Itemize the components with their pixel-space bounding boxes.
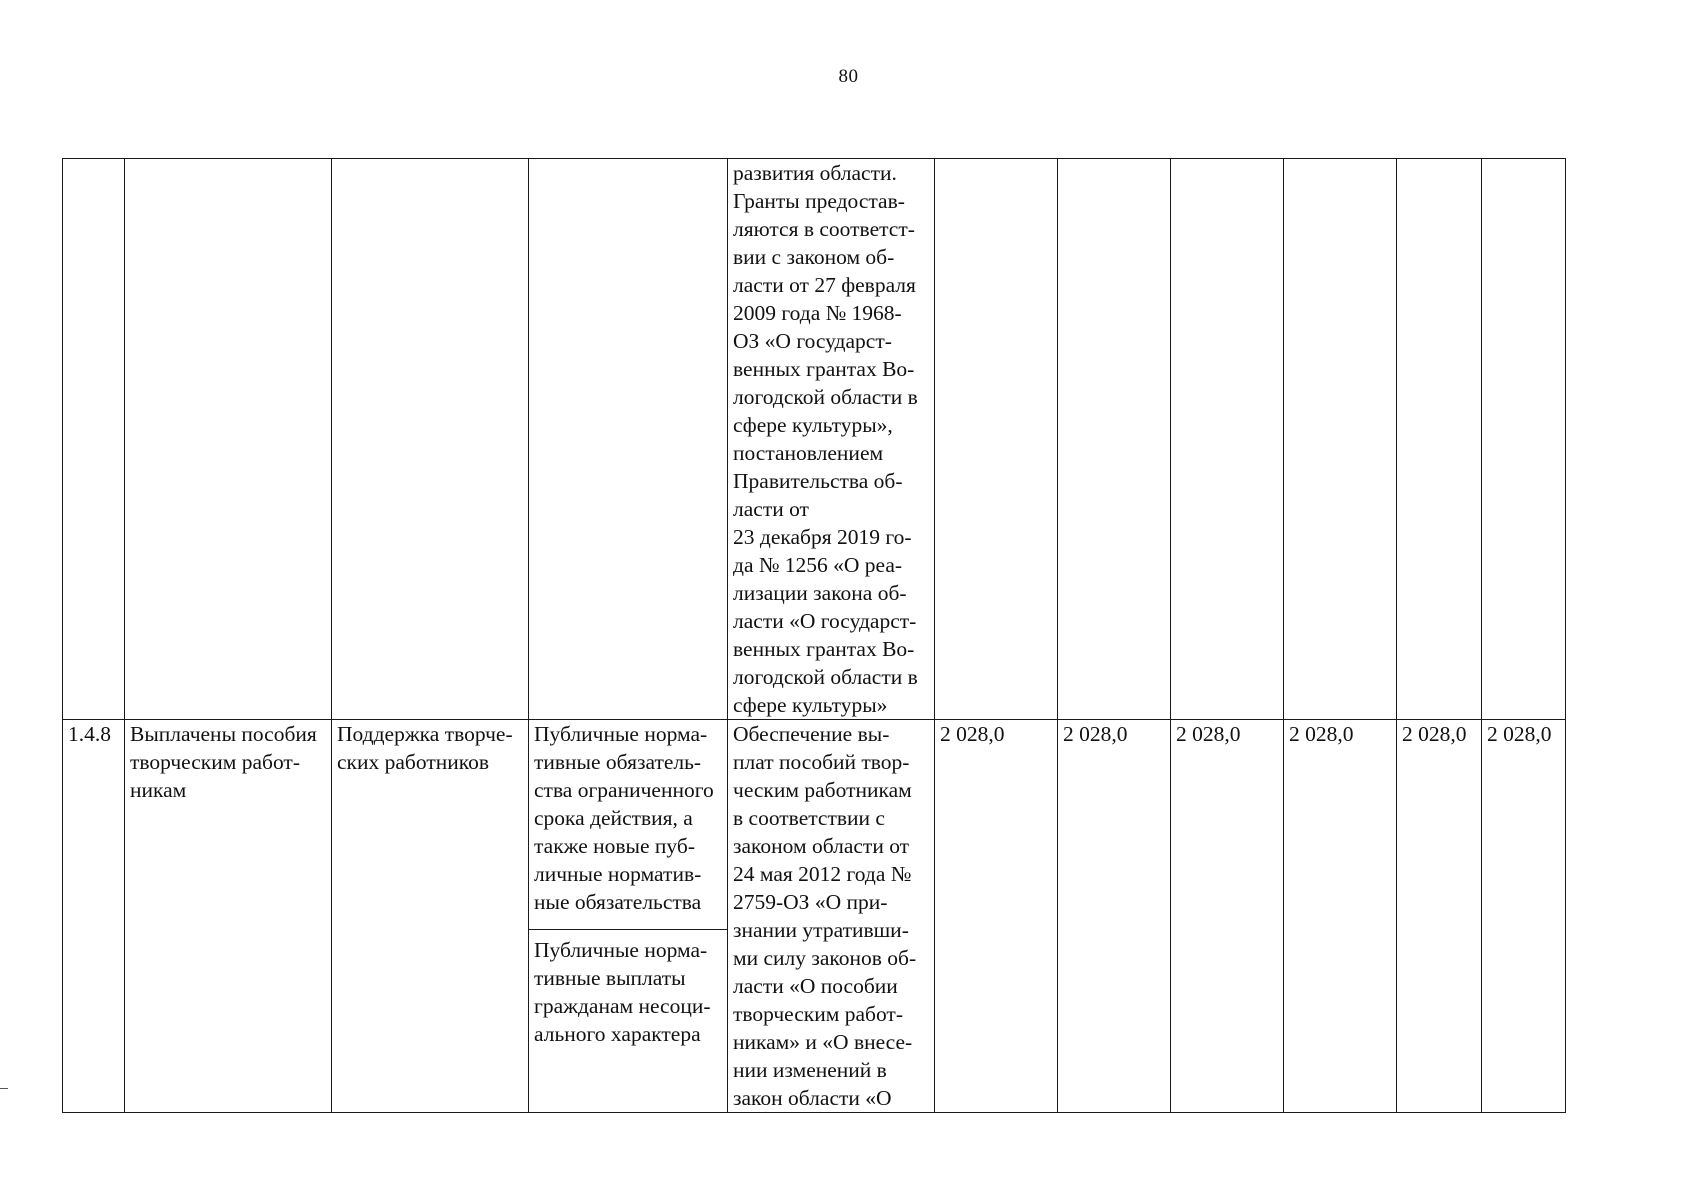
cell-value-5: 2 028,0 — [1397, 720, 1482, 1113]
table-row-continuation — [63, 159, 1566, 720]
cell-value-3: 2 028,0 — [1171, 720, 1284, 1113]
cell-value-6: 2 028,0 — [1482, 720, 1566, 1113]
cell-value-5 — [1397, 159, 1482, 720]
cell-value-3 — [1171, 159, 1284, 720]
cell-value-2 — [1058, 159, 1171, 720]
cell-value-4: 2 028,0 — [1284, 720, 1397, 1113]
obligation-type-1: Публичные норма-тивные обязатель-ства ограниченного срока действия, а также новые пуб-личные норматив-ные обязательства — [529, 720, 727, 930]
document-table — [62, 158, 1566, 1113]
cell-activity — [332, 159, 529, 720]
cell-num: 1.4.8 — [63, 720, 125, 1113]
cell-obligation-type — [529, 159, 728, 720]
cell-value-2: 2 028,0 — [1058, 720, 1171, 1113]
cell-obligation-type — [529, 720, 728, 1113]
cell-value-6 — [1482, 159, 1566, 720]
cell-result — [125, 159, 332, 720]
scan-edge-mark — [0, 1088, 8, 1089]
obligation-type-2: Публичные норма-тивные выплаты гражданам несоци-ального характера — [534, 938, 711, 1046]
table-row-1-4-8 — [63, 720, 1566, 1113]
cell-value-4 — [1284, 159, 1397, 720]
cell-activity: Поддержка творче-ских работников — [332, 720, 529, 1113]
cell-result: Выплачены пособия творческим работ-никам — [125, 720, 332, 1113]
cell-num — [63, 159, 125, 720]
cell-value-1 — [935, 159, 1058, 720]
cell-legal-basis: развития области. Гранты предостав- ляются в соответст- вии с законом об- ласти от 27 февраля 2009 года № 1968- ОЗ «О государст- венных грантах Во- логодской области в сфере культуры», постановлением Правительства об- ласти от 23 декабря 2019 го- да № 1256 «О реа- лизации закона об- ласти «О государст- венных грантах Во- логодской области в сфере культуры» — [728, 159, 935, 720]
cell-value-1: 2 028,0 — [935, 720, 1058, 1113]
cell-legal-basis: Обеспечение вы- плат пособий твор- ческим работникам в соответствии с законом области от 24 мая 2012 года № 2759-ОЗ «О при- знании утративши- ми силу законов об- ласти «О пособии творческим работ- никам» и «О внесе- нии изменений в закон области «О — [728, 720, 935, 1113]
page-number: 80 — [838, 66, 859, 87]
